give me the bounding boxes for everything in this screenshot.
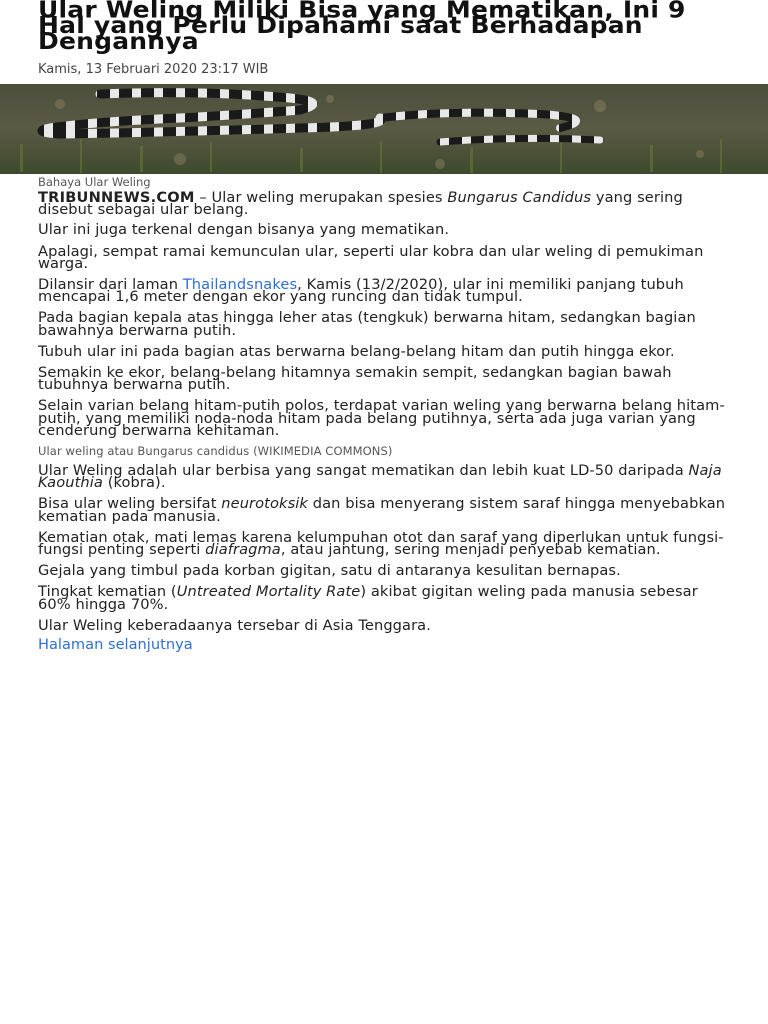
paragraph: Bisa ular weling bersifat neurotoksik dan bisa menyerang sistem saraf hingga menyebabkan kematian pada manusia. [38, 495, 726, 525]
paragraph: Ular ini juga terkenal dengan bisanya yang mematikan. [38, 221, 450, 239]
paragraph: Selain varian belang hitam-putih polos, terdapat varian weling yang berwarna belang hitam-putih, yang memiliki noda-noda hitam pada belang putihnya, serta ada juga varian yang cenderung berwarna kehitaman. [38, 397, 725, 439]
source-brand: TRIBUNNEWS.COM [38, 189, 195, 206]
article-date: Kamis, 13 Februari 2020 23:17 WIB [38, 62, 269, 77]
paragraph: Gejala yang timbul pada korban gigitan, satu di antaranya kesulitan bernapas. [38, 562, 621, 580]
paragraph: Tingkat kematian (Untreated Mortality Rate) akibat gigitan weling pada manusia sebesar 60% hingga 70%. [38, 583, 698, 613]
hero-caption: Bahaya Ular Weling [38, 175, 151, 189]
paragraph: Ular Weling adalah ular berbisa yang sangat mematikan dan lebih kuat LD-50 daripada Naja Kaouthia (kobra). [38, 462, 722, 492]
paragraph: Pada bagian kepala atas hingga leher atas (tengkuk) berwarna hitam, sedangkan bagian bawahnya berwarna putih. [38, 309, 696, 339]
snake-photo [0, 84, 768, 174]
next-page-link[interactable]: Halaman selanjutnya [38, 636, 193, 654]
lead-paragraph: TRIBUNNEWS.COM – Ular weling merupakan spesies Bungarus Candidus yang sering disebut sebagai ular belang. [38, 189, 683, 219]
hero-image [0, 84, 768, 174]
paragraph: Kematian otak, mati lemas karena kelumpuhan otot dan saraf yang diperlukan untuk fungsi-fungsi penting seperti diafragma, atau jantung, sering menjadi penyebab kematian. [38, 528, 724, 559]
paragraph: Dilansir dari laman Thailandsnakes, Kamis (13/2/2020), ular ini memiliki panjang tubuh mencapai 1,6 meter dengan ekor yang runcing dan tidak tumpul. [38, 276, 684, 306]
article-body [38, 189, 728, 654]
paragraph: Ular Weling keberadaanya tersebar di Asia Tenggara. [38, 616, 431, 634]
image-caption: Ular weling atau Bungarus candidus (WIKIMEDIA COMMONS) [38, 444, 393, 459]
thailandsnakes-link[interactable]: Thailandsnakes [182, 276, 298, 294]
paragraph: Semakin ke ekor, belang-belang hitamnya semakin sempit, sedangkan bagian bawah tubuhnya berwarna putih. [38, 364, 672, 394]
article-title: Ular Weling Miliki Bisa yang Mematikan, Ini 9 Hal yang Perlu Dipahami saat Berhadapan Dengannya [38, 0, 686, 55]
paragraph: Apalagi, sempat ramai kemunculan ular, seperti ular kobra dan ular weling di pemukiman warga. [38, 242, 704, 272]
paragraph: Tubuh ular ini pada bagian atas berwarna belang-belang hitam dan putih hingga ekor. [38, 342, 675, 360]
